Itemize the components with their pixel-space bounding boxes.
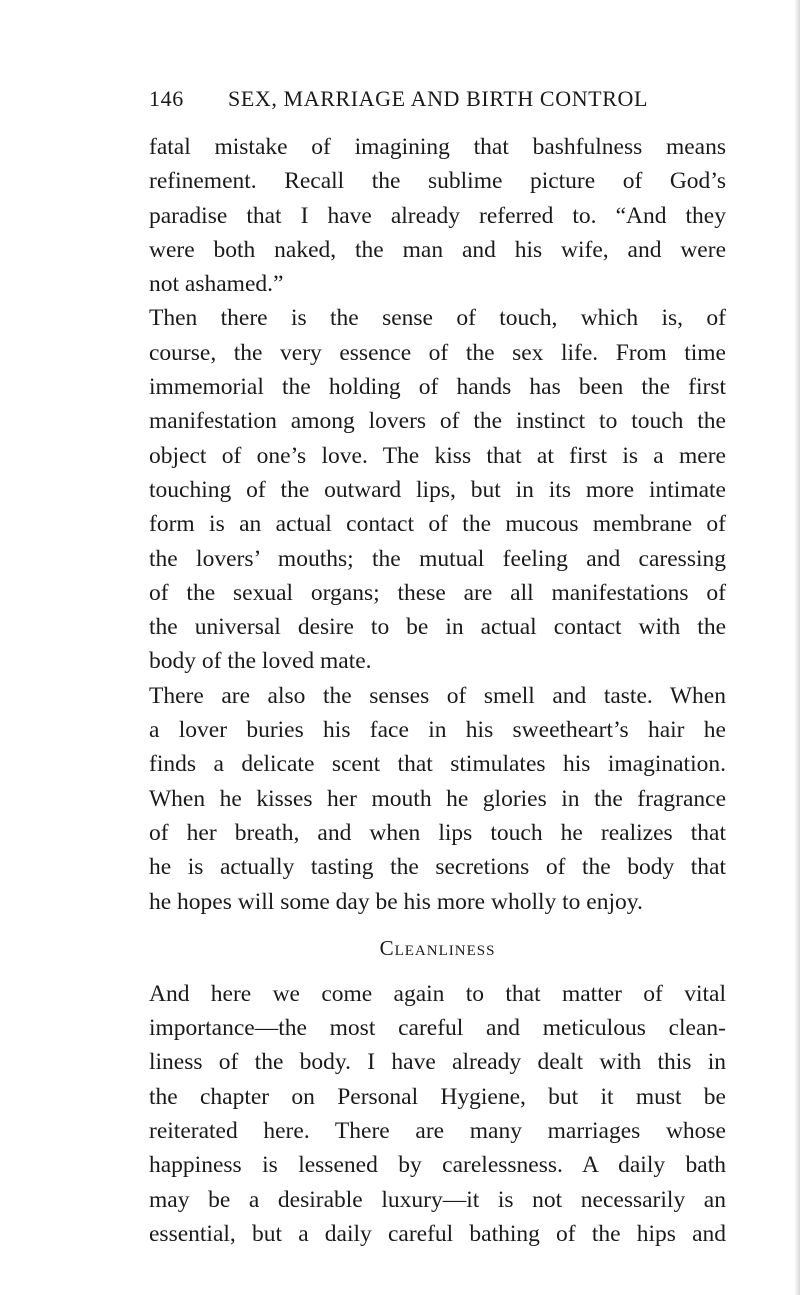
- text-line: of her breath, and when lips touch he realizes that: [149, 819, 726, 846]
- text-line: importance—the most careful and meticulous clean-: [149, 1015, 726, 1042]
- text-line: happiness is lessened by carelessness. A daily bath: [149, 1152, 726, 1179]
- text-line: There are also the senses of smell and taste. When: [149, 682, 726, 709]
- running-head: [149, 86, 669, 116]
- text-line: paradise that I have already referred to. “And they: [149, 202, 726, 229]
- text-line: essential, but a daily careful bathing of the hips and: [149, 1220, 726, 1247]
- section-heading: [149, 919, 726, 977]
- text-line: object of one’s love. The kiss that at first is a mere: [149, 442, 726, 469]
- text-line: may be a desirable luxury—it is not necessarily an: [149, 1186, 726, 1213]
- text-line: immemorial the holding of hands has been the first: [149, 374, 726, 401]
- text-line: form is an actual contact of the mucous membrane of: [149, 511, 726, 538]
- text-line: reiterated here. There are many marriages whose: [149, 1118, 726, 1145]
- text-line: of the sexual organs; these are all manifestations of: [149, 579, 726, 606]
- text-line: course, the very essence of the sex life. From time: [149, 339, 726, 366]
- text-line: he hopes will some day be his more wholly to enjoy.: [149, 888, 643, 915]
- text-line: Then there is the sense of touch, which is, of: [149, 305, 726, 332]
- section-heading-text: Cleanliness: [379, 935, 496, 960]
- text-line: refinement. Recall the sublime picture of God’s: [149, 168, 726, 195]
- page-number: 146: [149, 86, 184, 111]
- page-edge-shadow: [794, 0, 800, 1295]
- text-line: the lovers’ mouths; the mutual feeling and caressing: [149, 545, 726, 572]
- text-line: When he kisses her mouth he glories in the fragrance: [149, 785, 726, 812]
- text-line: the universal desire to be in actual contact with the: [149, 614, 726, 641]
- text-line: a lover buries his face in his sweetheart’s hair he: [149, 717, 726, 744]
- text-line: touching of the outward lips, but in its more intimate: [149, 476, 726, 503]
- text-line: body of the loved mate.: [149, 648, 372, 675]
- text-line: not ashamed.”: [149, 271, 284, 298]
- text-line: finds a delicate scent that stimulates his imagination.: [149, 751, 726, 778]
- text-line: the chapter on Personal Hygiene, but it must be: [149, 1083, 726, 1110]
- text-line: And here we come again to that matter of vital: [149, 980, 726, 1007]
- text-line: manifestation among lovers of the instinct to touch the: [149, 408, 726, 435]
- text-line: liness of the body. I have already dealt with this in: [149, 1049, 726, 1076]
- text-line: fatal mistake of imagining that bashfulness means: [149, 134, 726, 160]
- running-title: SEX, MARRIAGE AND BIRTH CONTROL: [228, 86, 649, 111]
- text-line: he is actually tasting the secretions of the body that: [149, 854, 726, 881]
- text-line: were both naked, the man and his wife, and were: [149, 236, 726, 263]
- body-text: [149, 130, 726, 1251]
